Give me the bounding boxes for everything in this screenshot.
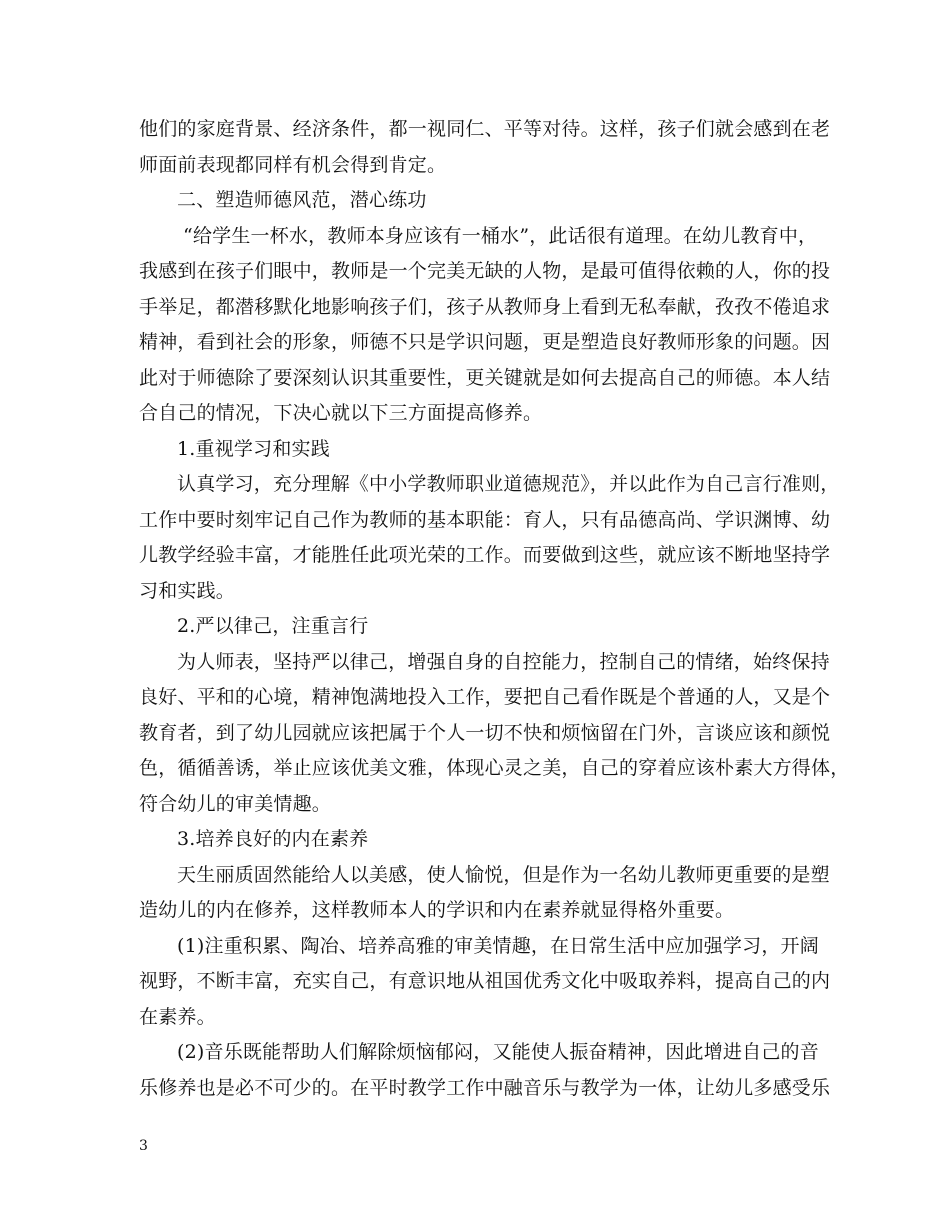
text-line: 造幼儿的内在修养，这样教师本人的学识和内在素养就显得格外重要。 <box>139 899 735 921</box>
text-line: 视野，不断丰富，充实自己，有意识地从祖国优秀文化中吸取养料，提高自己的内 <box>139 970 831 992</box>
subsection-heading: 1.重视学习和实践 <box>177 437 330 460</box>
page-number: 3 <box>139 1138 148 1154</box>
text-line: 此对于师德除了要深刻认识其重要性，更关键就是如何去提高自己的师德。本人结 <box>139 366 831 389</box>
text-line: 合自己的情况，下决心就以下三方面提高修养。 <box>139 402 543 424</box>
text-line: 为人师表，坚持严以律己，增强自身的自控能力，控制自己的情绪，始终保持 <box>177 650 830 673</box>
text-line: 儿教学经验丰富，才能胜任此项光荣的工作。而要做到这些，就应该不断地坚持学 <box>139 544 831 566</box>
text-line: (2)音乐既能帮助人们解除烦恼郁闷，又能使人振奋精神，因此增进自己的音 <box>177 1041 819 1063</box>
text-line: 精神，看到社会的形象，师德不只是学识问题，更是塑造良好教师形象的问题。因 <box>139 331 831 353</box>
text-line: 乐修养也是必不可少的。在平时教学工作中融音乐与教学为一体，让幼儿多感受乐 <box>139 1076 831 1099</box>
text-line: 我感到在孩子们眼中，教师是一个完美无缺的人物，是最可值得依赖的人，你的投 <box>139 260 831 282</box>
text-line: 符合幼儿的审美情趣。 <box>139 792 332 815</box>
section-heading: 二、塑造师德风范，潜心练功 <box>177 189 427 211</box>
text-line: 师面前表现都同样有机会得到肯定。 <box>139 153 447 176</box>
text-line: 良好、平和的心境，精神饱满地投入工作，要把自己看作既是个普通的人，又是个 <box>139 686 831 708</box>
text-line: 他们的家庭背景、经济条件，都一视同仁、平等对待。这样，孩子们就会感到在老 <box>139 118 831 140</box>
text-line: 认真学习，充分理解《中小学教师职业道德规范》，并以此作为自己言行准则， <box>177 473 840 495</box>
text-line: 在素养。 <box>139 1005 216 1028</box>
text-line: 教育者，到了幼儿园就应该把属于个人一切不快和烦恼留在门外，言谈应该和颜悦 <box>139 721 831 744</box>
document-body <box>139 112 850 1106</box>
text-line: 色，循循善诱，举止应该优美文雅，体现心灵之美，自己的穿着应该朴素大方得体， <box>139 757 850 779</box>
subsection-heading: 3.培养良好的内在素养 <box>177 828 369 850</box>
subsection-heading: 2.严以律己，注重言行 <box>177 615 369 637</box>
text-line: 工作中要时刻牢记自己作为教师的基本职能：育人，只有品德高尚、学识渊博、幼 <box>139 508 831 531</box>
text-line: (1)注重积累、陶冶、培养高雅的审美情趣，在日常生活中应加强学习，开阔 <box>177 934 819 957</box>
text-line: “给学生一杯水，教师本身应该有一桶水”，此话很有道理。在幼儿教育中， <box>183 224 818 247</box>
text-line: 手举足，都潜移默化地影响孩子们，孩子从教师身上看到无私奉献，孜孜不倦追求 <box>139 295 831 318</box>
text-line: 习和实践。 <box>139 579 236 602</box>
text-line: 天生丽质固然能给人以美感，使人愉悦，但是作为一名幼儿教师更重要的是塑 <box>177 863 830 886</box>
